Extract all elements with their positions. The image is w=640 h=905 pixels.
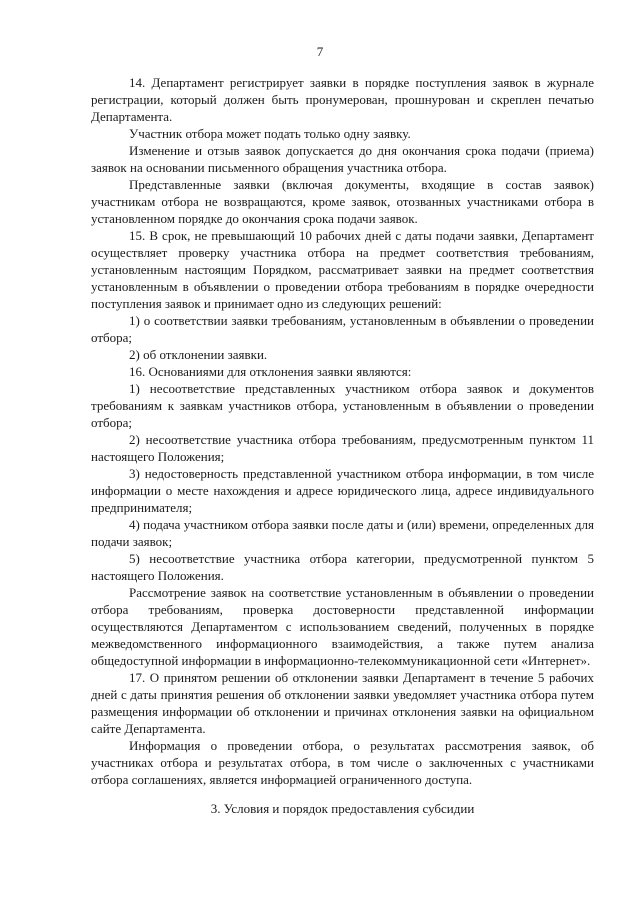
paragraph-16-ground-1: 1) несоответствие представленных участником отбора заявок и документов требованиям к заявкам участников отбора, установленным в объявлении о проведении отбора; [91,381,594,430]
paragraph-16-ground-3: 3) недостоверность представленной участником отбора информации, в том числе информации о месте нахождения и адресе юридического лица, адресе индивидуального предпринимателя; [91,466,594,515]
paragraph-restricted-info: Информация о проведении отбора, о результатах рассмотрения заявок, об участниках отбора и результатах отбора, в том числе о заключенных с участниками отбора соглашениях, является информацией ограниченного доступа. [91,738,594,787]
paragraph-review-verification: Рассмотрение заявок на соответствие установленным в объявлении о проведении отбора требованиям, проверка достоверности представленной информации осуществляются Департаментом с использованием сведений, полученных в порядке межведомственного информационного взаимодействия, а также путем анализа общедоступной информации в информационно-телекоммуникационной сети «Интернет». [91,585,594,668]
paragraph-16-ground-2: 2) несоответствие участника отбора требованиям, предусмотренным пунктом 11 настоящего Положения; [91,432,594,464]
section-heading: 3. Условия и порядок предоставления субсидии [210,801,475,816]
paragraph-17-notification: 17. О принятом решении об отклонении заявки Департамент в течение 5 рабочих дней с даты принятия решения об отклонении заявки уведомляет участника отбора путем размещения информации об отклонении и причинах отклонения заявки на официальном сайте Департамента. [91,670,594,736]
paragraph-16-ground-4: 4) подача участником отбора заявки после даты и (или) времени, определенных для подачи заявок; [91,517,594,549]
page-number: 7 [316,44,324,59]
paragraph-15-review: 15. В срок, не превышающий 10 рабочих дней с даты подачи заявки, Департамент осуществляет проверку участника отбора на предмет соответствия требованиям, установленным настоящим Порядком, рассматривает заявки на предмет соответствия установленным в объявлении о проведении отбора требованиям в порядке очередности поступления заявок и принимает одно из следующих решений: [91,228,594,311]
paragraph-16-ground-5: 5) несоответствие участника отбора категории, предусмотренной пунктом 5 настоящего Положения. [91,551,594,583]
paragraph-15-decision-1: 1) о соответствии заявки требованиям, установленным в объявлении о проведении отбора; [91,313,594,345]
paragraph-15-decision-2: 2) об отклонении заявки. [129,347,268,362]
body-text [91,74,594,788]
paragraph-16-grounds: 16. Основаниями для отклонения заявки являются: [129,364,412,379]
paragraph-14-registration: 14. Департамент регистрирует заявки в порядке поступления заявок в журнале регистрации, который должен быть пронумерован, прошнурован и скреплен печатью Департамента. [91,75,594,124]
paragraph-one-application: Участник отбора может подать только одну заявку. [129,126,411,141]
paragraph-change-withdraw: Изменение и отзыв заявок допускается до дня окончания срока подачи (приема) заявок на основании письменного обращения участника отбора. [91,143,594,175]
paragraph-not-returned: Представленные заявки (включая документы, входящие в состав заявок) участникам отбора не возвращаются, кроме заявок, отозванных участниками отбора в установленном порядке до окончания срока подачи заявок. [91,177,594,226]
